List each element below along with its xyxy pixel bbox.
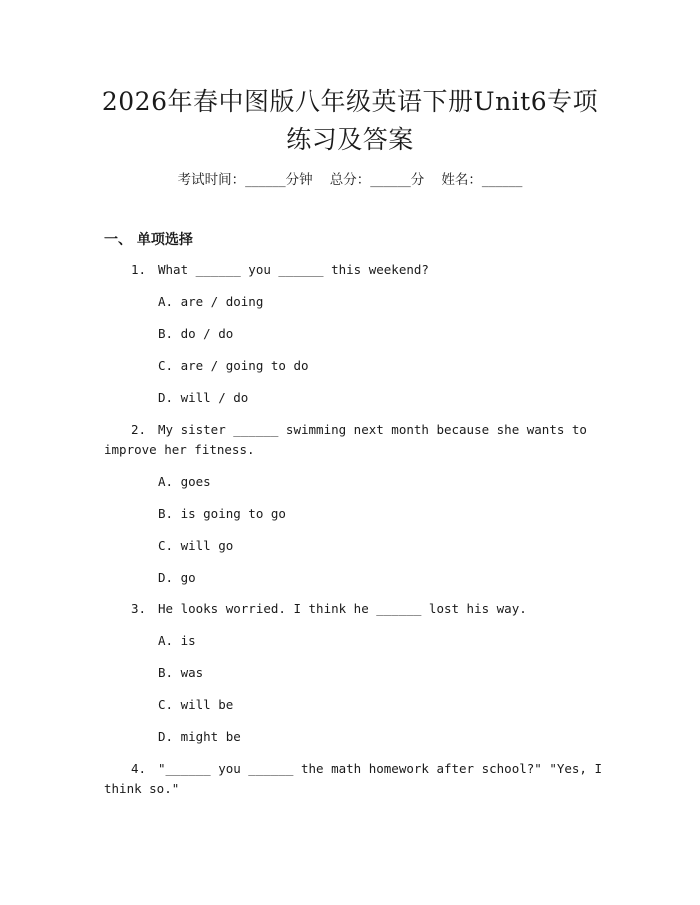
- option-d: D. might be: [158, 729, 241, 744]
- question-text-continued: think so.": [104, 781, 180, 796]
- option-c: C. are / going to do: [158, 358, 309, 373]
- question-number: 3.: [131, 601, 147, 616]
- question-number: 4.: [131, 761, 147, 776]
- question-text: My sister ______ swimming next month because she wants to: [158, 422, 587, 437]
- option-a: A. are / doing: [158, 294, 264, 309]
- option-d: D. will / do: [158, 390, 249, 405]
- option-c: C. will go: [158, 538, 234, 553]
- question-number: 1.: [131, 262, 147, 277]
- option-d: D. go: [158, 570, 196, 585]
- question-text-continued: improve her fitness.: [104, 442, 255, 457]
- question-text: He looks worried. I think he ______ lost his way.: [158, 601, 527, 616]
- option-c: C. will be: [158, 697, 234, 712]
- document-title-line-1: 2026年春中图版八年级英语下册Unit6专项: [101, 87, 599, 116]
- option-b: B. do / do: [158, 326, 234, 341]
- question-number: 2.: [131, 422, 147, 437]
- option-b: B. was: [158, 665, 204, 680]
- document-title-line-2: 练习及答案: [286, 125, 414, 154]
- option-b: B. is going to go: [158, 506, 286, 521]
- option-a: A. goes: [158, 474, 211, 489]
- question-text: "______ you ______ the math homework after school?" "Yes, I: [158, 761, 603, 776]
- section-heading: 一、 单项选择: [104, 232, 193, 248]
- option-a: A. is: [158, 633, 196, 648]
- question-text: What ______ you ______ this weekend?: [158, 262, 429, 277]
- exam-info-line: 考试时间：______分钟 总分：______分 姓名：______: [177, 172, 523, 188]
